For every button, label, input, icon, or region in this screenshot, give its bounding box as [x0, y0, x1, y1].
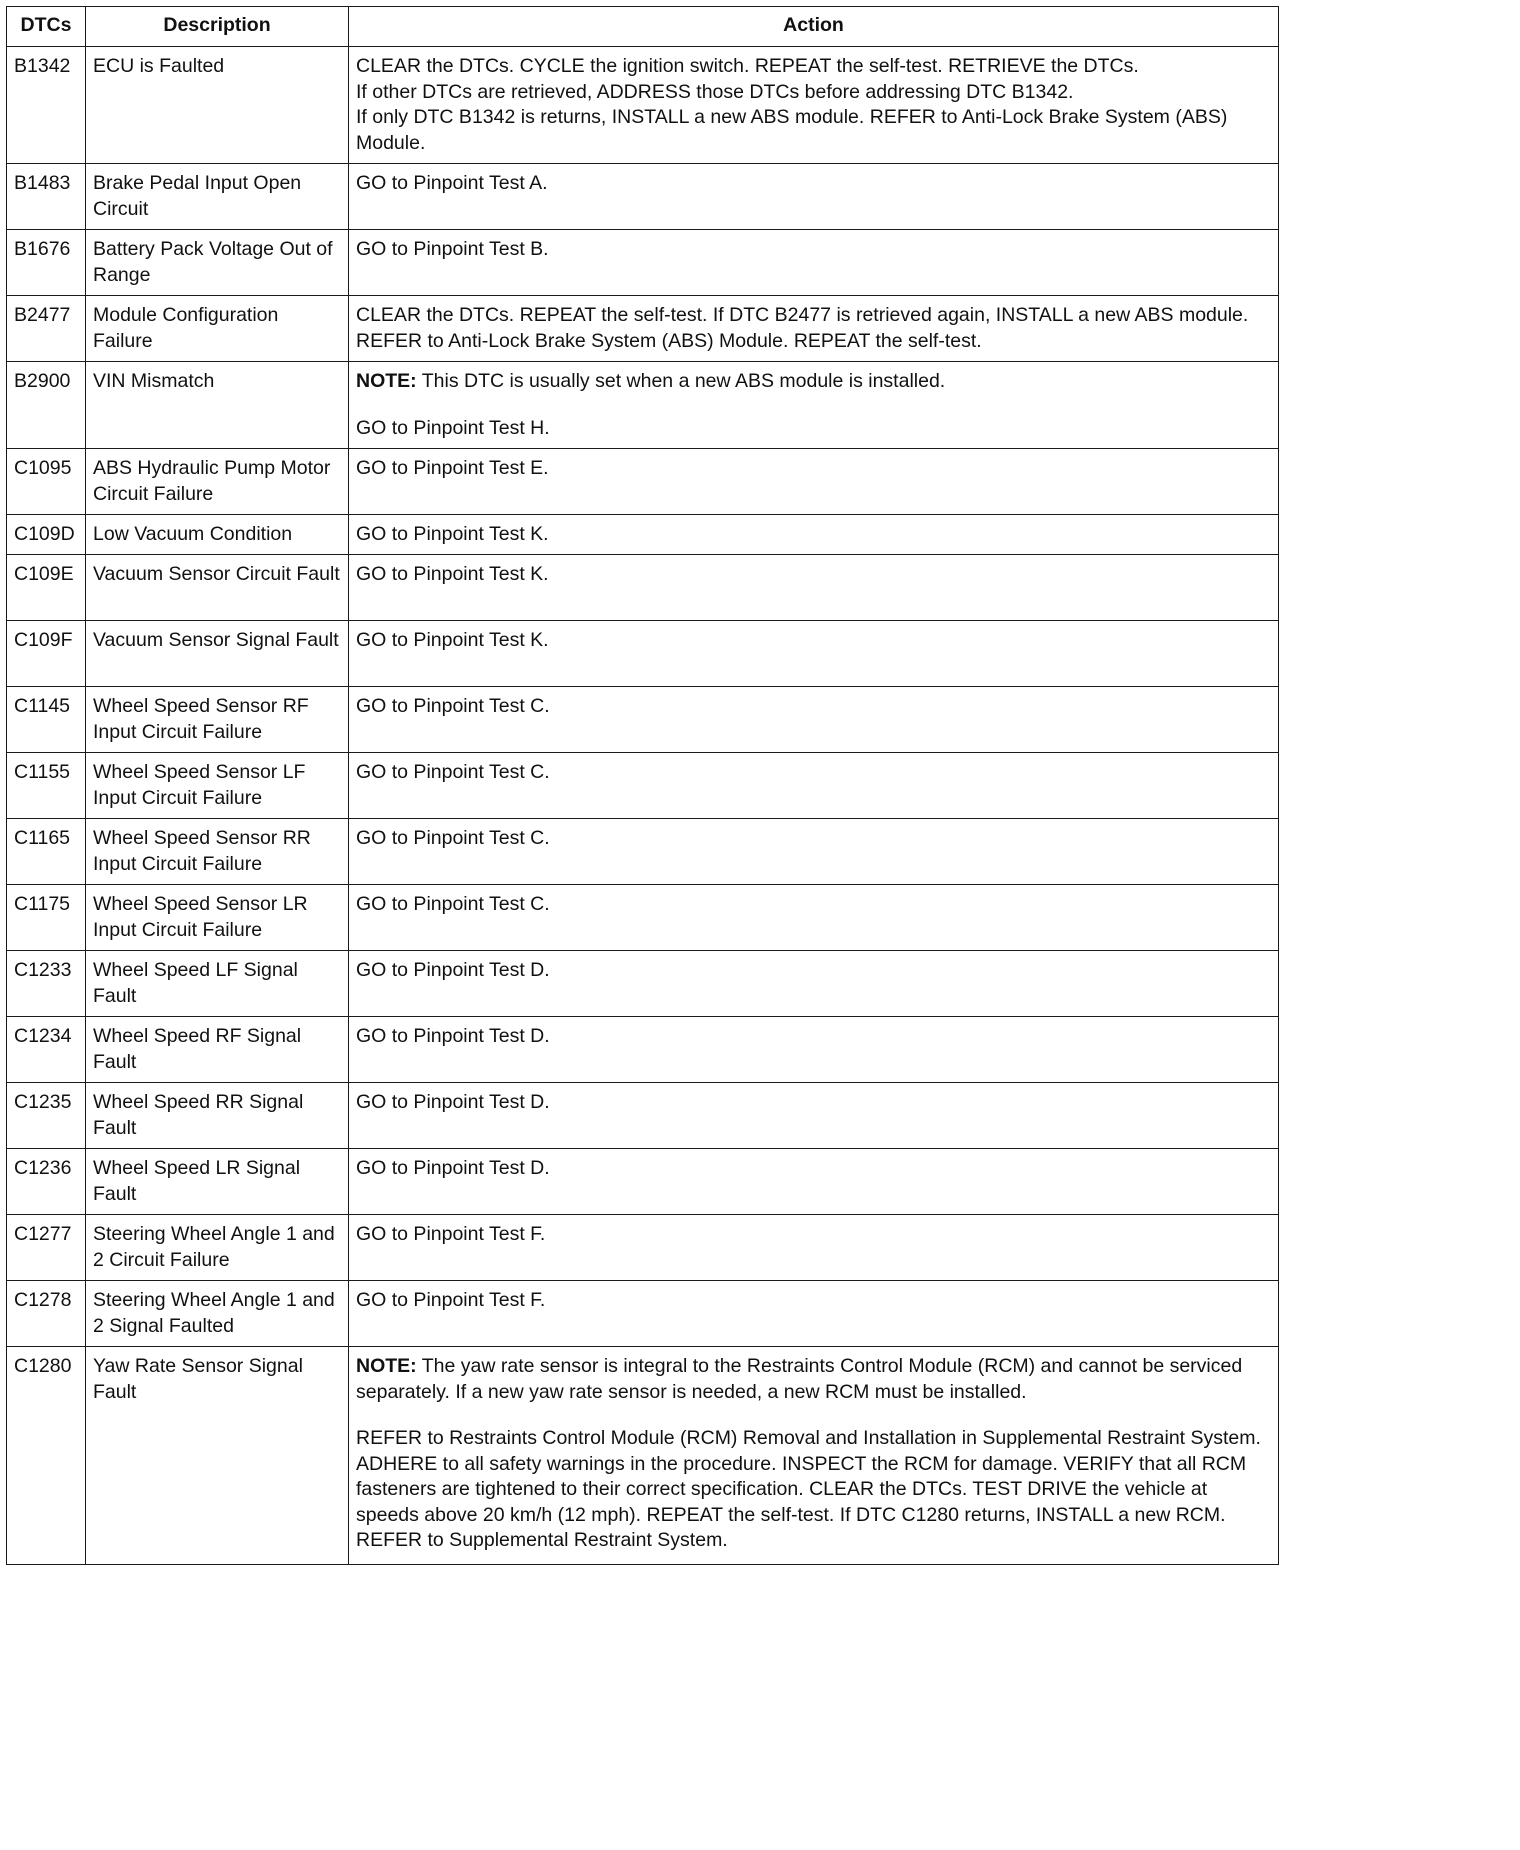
table-body: [7, 47, 1279, 1565]
action-paragraph: GO to Pinpoint Test K.: [356, 523, 549, 545]
action-line: If other DTCs are retrieved, ADDRESS those DTCs before addressing DTC B1342.: [356, 80, 1074, 103]
dtc-action: [349, 296, 1279, 362]
dtc-description: Wheel Speed Sensor LR Input Circuit Failure: [86, 885, 349, 951]
action-paragraph: GO to Pinpoint Test D.: [356, 1025, 550, 1047]
header-description: Description: [86, 7, 349, 47]
dtc-description: Yaw Rate Sensor Signal Fault: [86, 1347, 349, 1565]
dtc-code: C109F: [7, 621, 86, 687]
action-line: CLEAR the DTCs. CYCLE the ignition switch. REPEAT the self-test. RETRIEVE the DTCs.: [356, 55, 1139, 77]
dtc-description: VIN Mismatch: [86, 362, 349, 449]
table-row: [7, 621, 1279, 687]
table-row: [7, 687, 1279, 753]
action-paragraph: GO to Pinpoint Test F.: [356, 1289, 546, 1311]
dtc-description: Wheel Speed RF Signal Fault: [86, 1017, 349, 1083]
dtc-action: [349, 449, 1279, 515]
note-label: NOTE:: [356, 1355, 417, 1377]
action-note: [356, 369, 1271, 395]
table-row: [7, 47, 1279, 164]
action-note: [356, 1354, 1271, 1405]
dtc-description: ECU is Faulted: [86, 47, 349, 164]
table-row: [7, 753, 1279, 819]
dtc-description: Wheel Speed Sensor RF Input Circuit Failure: [86, 687, 349, 753]
dtc-table: [6, 6, 1279, 1565]
action-paragraph: REFER to Restraints Control Module (RCM) Removal and Installation in Supplemental Restraint System. ADHERE to all safety warnings in the procedure. INSPECT the RCM for damage. VERIFY that all RCM fasteners are tightened to their correct specification. CLEAR the DTCs. TEST DRIVE the vehicle at speeds above 20 km/h (12 mph). REPEAT the self-test. If DTC C1280 returns, INSTALL a new RCM. REFER to Supplemental Restraint System.: [356, 1427, 1261, 1551]
dtc-code: C1145: [7, 687, 86, 753]
dtc-code: C1234: [7, 1017, 86, 1083]
action-paragraph: GO to Pinpoint Test C.: [356, 761, 550, 783]
header-row: [7, 7, 1279, 47]
dtc-code: C109D: [7, 515, 86, 555]
action-line: If only DTC B1342 is returns, INSTALL a new ABS module. REFER to Anti-Lock Brake System (ABS) Module.: [356, 106, 1228, 154]
dtc-code: C1280: [7, 1347, 86, 1565]
dtc-action: [349, 753, 1279, 819]
dtc-action: [349, 1083, 1279, 1149]
table-row: [7, 296, 1279, 362]
header-action: Action: [349, 7, 1279, 47]
dtc-description: Module Configuration Failure: [86, 296, 349, 362]
dtc-code: B2900: [7, 362, 86, 449]
dtc-description: Wheel Speed Sensor LF Input Circuit Failure: [86, 753, 349, 819]
action-paragraph: GO to Pinpoint Test C.: [356, 827, 550, 849]
dtc-action: [349, 951, 1279, 1017]
note-text: This DTC is usually set when a new ABS module is installed.: [416, 370, 946, 392]
action-paragraph: GO to Pinpoint Test C.: [356, 893, 550, 915]
dtc-action: [349, 1149, 1279, 1215]
dtc-description: ABS Hydraulic Pump Motor Circuit Failure: [86, 449, 349, 515]
dtc-action: [349, 1215, 1279, 1281]
dtc-action: [349, 230, 1279, 296]
dtc-description: Low Vacuum Condition: [86, 515, 349, 555]
header-dtcs: DTCs: [7, 7, 86, 47]
table-row: [7, 819, 1279, 885]
action-paragraph: GO to Pinpoint Test K.: [356, 563, 549, 585]
dtc-description: Steering Wheel Angle 1 and 2 Signal Faulted: [86, 1281, 349, 1347]
dtc-code: C1278: [7, 1281, 86, 1347]
table-row: [7, 164, 1279, 230]
dtc-description: Battery Pack Voltage Out of Range: [86, 230, 349, 296]
table-row: [7, 362, 1279, 449]
table-row: [7, 885, 1279, 951]
dtc-action: [349, 1281, 1279, 1347]
dtc-code: C1233: [7, 951, 86, 1017]
dtc-code: C109E: [7, 555, 86, 621]
table-row: [7, 1149, 1279, 1215]
dtc-code: C1095: [7, 449, 86, 515]
table-header: [7, 7, 1279, 47]
table-row: [7, 515, 1279, 555]
dtc-action: [349, 555, 1279, 621]
dtc-action: [349, 515, 1279, 555]
dtc-description: Wheel Speed LF Signal Fault: [86, 951, 349, 1017]
note-text: The yaw rate sensor is integral to the Restraints Control Module (RCM) and cannot be serviced separately. If a new yaw rate sensor is needed, a new RCM must be installed.: [356, 1355, 1243, 1403]
table-row: [7, 1083, 1279, 1149]
dtc-code: C1236: [7, 1149, 86, 1215]
dtc-description: Brake Pedal Input Open Circuit: [86, 164, 349, 230]
dtc-action: [349, 885, 1279, 951]
action-paragraph: GO to Pinpoint Test C.: [356, 695, 550, 717]
dtc-description: Steering Wheel Angle 1 and 2 Circuit Failure: [86, 1215, 349, 1281]
dtc-description: Wheel Speed Sensor RR Input Circuit Failure: [86, 819, 349, 885]
table-row: [7, 951, 1279, 1017]
action-paragraph: CLEAR the DTCs. REPEAT the self-test. If DTC B2477 is retrieved again, INSTALL a new ABS module. REFER to Anti-Lock Brake System (ABS) Module. REPEAT the self-test.: [356, 304, 1249, 352]
table-row: [7, 230, 1279, 296]
dtc-action: [349, 362, 1279, 449]
action-paragraph: GO to Pinpoint Test D.: [356, 1157, 550, 1179]
action-paragraph: GO to Pinpoint Test D.: [356, 1091, 550, 1113]
dtc-code: B1676: [7, 230, 86, 296]
note-label: NOTE:: [356, 370, 417, 392]
dtc-action: [349, 1347, 1279, 1565]
table-row: [7, 1347, 1279, 1565]
table-row: [7, 1281, 1279, 1347]
dtc-code: C1235: [7, 1083, 86, 1149]
action-paragraph: GO to Pinpoint Test K.: [356, 629, 549, 651]
dtc-code: C1175: [7, 885, 86, 951]
table-row: [7, 1215, 1279, 1281]
table-row: [7, 555, 1279, 621]
dtc-code: C1277: [7, 1215, 86, 1281]
dtc-description: Wheel Speed LR Signal Fault: [86, 1149, 349, 1215]
dtc-action: [349, 819, 1279, 885]
dtc-code: C1155: [7, 753, 86, 819]
table-row: [7, 449, 1279, 515]
dtc-code: B1483: [7, 164, 86, 230]
action-paragraph: GO to Pinpoint Test E.: [356, 457, 549, 479]
dtc-code: B1342: [7, 47, 86, 164]
dtc-action: [349, 47, 1279, 164]
action-paragraph: GO to Pinpoint Test B.: [356, 238, 549, 260]
dtc-action: [349, 164, 1279, 230]
dtc-description: Vacuum Sensor Circuit Fault: [86, 555, 349, 621]
action-paragraph: GO to Pinpoint Test F.: [356, 1223, 546, 1245]
action-paragraph: GO to Pinpoint Test A.: [356, 172, 548, 194]
dtc-action: [349, 621, 1279, 687]
dtc-description: Vacuum Sensor Signal Fault: [86, 621, 349, 687]
dtc-action: [349, 687, 1279, 753]
table-row: [7, 1017, 1279, 1083]
action-paragraph: [356, 54, 1271, 156]
dtc-description: Wheel Speed RR Signal Fault: [86, 1083, 349, 1149]
dtc-code: C1165: [7, 819, 86, 885]
action-paragraph: GO to Pinpoint Test H.: [356, 416, 550, 439]
dtc-action: [349, 1017, 1279, 1083]
action-paragraph: GO to Pinpoint Test D.: [356, 959, 550, 981]
dtc-code: B2477: [7, 296, 86, 362]
